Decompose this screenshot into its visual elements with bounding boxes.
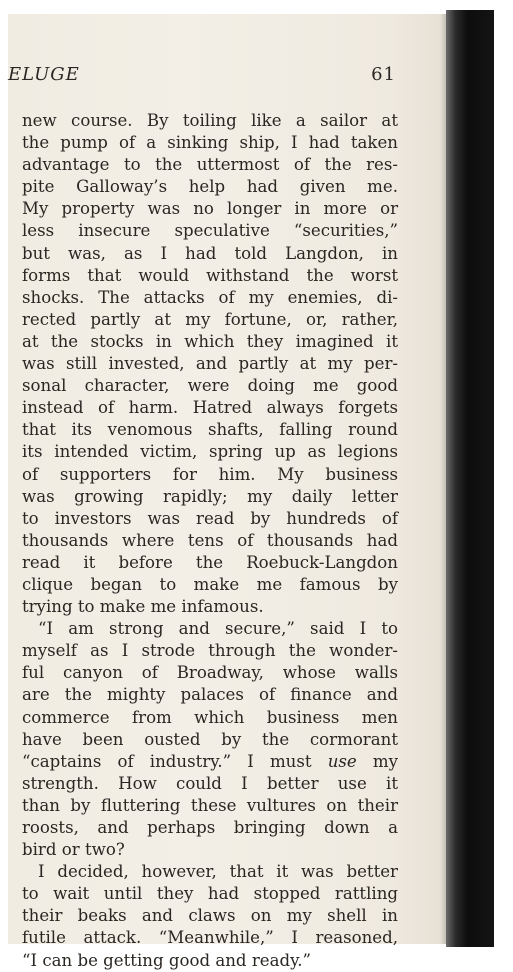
paragraph-3 — [22, 861, 398, 971]
text-line: their beaks and claws on my shell in — [22, 906, 398, 926]
text-line: to wait until they had stopped rattling — [22, 884, 398, 904]
text-line: less insecure speculative “securities,” — [22, 221, 398, 241]
text-line: at the stocks in which they imagined it — [22, 331, 398, 351]
text-line: have been ousted by the cormorant — [22, 729, 398, 749]
book-binding-shadow — [446, 10, 494, 947]
text-line: read it before the Roebuck-Langdon — [22, 552, 398, 572]
text-line: rected partly at my fortune, or, rather, — [22, 309, 398, 329]
text-line: “I can be getting good and ready.” — [22, 950, 312, 970]
text-line: bird or two? — [22, 840, 125, 860]
text-line: trying to make me infamous. — [22, 597, 264, 617]
text-line-with-emphasis — [22, 751, 398, 773]
text-line: commerce from which business men — [22, 707, 398, 727]
body-text — [22, 110, 398, 972]
text-line: shocks. The attacks of my enemies, di- — [22, 287, 398, 307]
text-fragment: my — [372, 751, 398, 771]
text-line: that its venomous shafts, falling round — [22, 420, 398, 440]
text-line: advantage to the uttermost of the res- — [22, 155, 398, 175]
text-line: instead of harm. Hatred always forgets — [22, 398, 398, 418]
text-line: pite Galloway’s help had given me. — [22, 177, 398, 197]
text-line: to investors was read by hundreds of — [22, 508, 398, 528]
emphasized-word: use — [327, 751, 357, 771]
text-line: myself as I strode through the wonder- — [22, 641, 398, 661]
paragraph-2 — [22, 618, 398, 861]
text-line: My property was no longer in more or — [22, 199, 398, 219]
text-line: futile attack. “Meanwhile,” I reasoned, — [22, 928, 398, 948]
text-line: ful canyon of Broadway, whose walls — [22, 663, 398, 683]
text-line: roosts, and perhaps bringing down a — [22, 818, 398, 837]
text-line: of supporters for him. My business — [22, 464, 398, 484]
text-line: I decided, however, that it was better — [38, 862, 398, 882]
text-line: its intended victim, spring up as legions — [22, 442, 398, 462]
text-line: “I am strong and secure,” said I to — [38, 619, 398, 639]
text-line: was still invested, and partly at my per- — [22, 354, 398, 374]
running-head — [8, 64, 396, 90]
page-number: 61 — [371, 64, 396, 85]
text-fragment: “captains of industry.” I must — [22, 751, 312, 771]
text-line: new course. By toiling like a sailor at — [22, 111, 398, 130]
text-line: than by fluttering these vultures on their — [22, 795, 398, 815]
paragraph-1 — [22, 110, 398, 618]
text-line: clique began to make me famous by — [22, 574, 398, 594]
text-line: the pump of a sinking ship, I had taken — [22, 133, 398, 153]
text-line: but was, as I had told Langdon, in — [22, 243, 398, 263]
text-line: sonal character, were doing me good — [22, 376, 398, 396]
text-line: strength. How could I better use it — [22, 773, 398, 793]
text-line: forms that would withstand the worst — [22, 265, 398, 285]
text-line: are the mighty palaces of finance and — [22, 685, 398, 705]
running-head-title: ELUGE — [8, 64, 80, 85]
text-line: was growing rapidly; my daily letter — [22, 486, 398, 506]
text-line: thousands where tens of thousands had — [22, 530, 398, 550]
